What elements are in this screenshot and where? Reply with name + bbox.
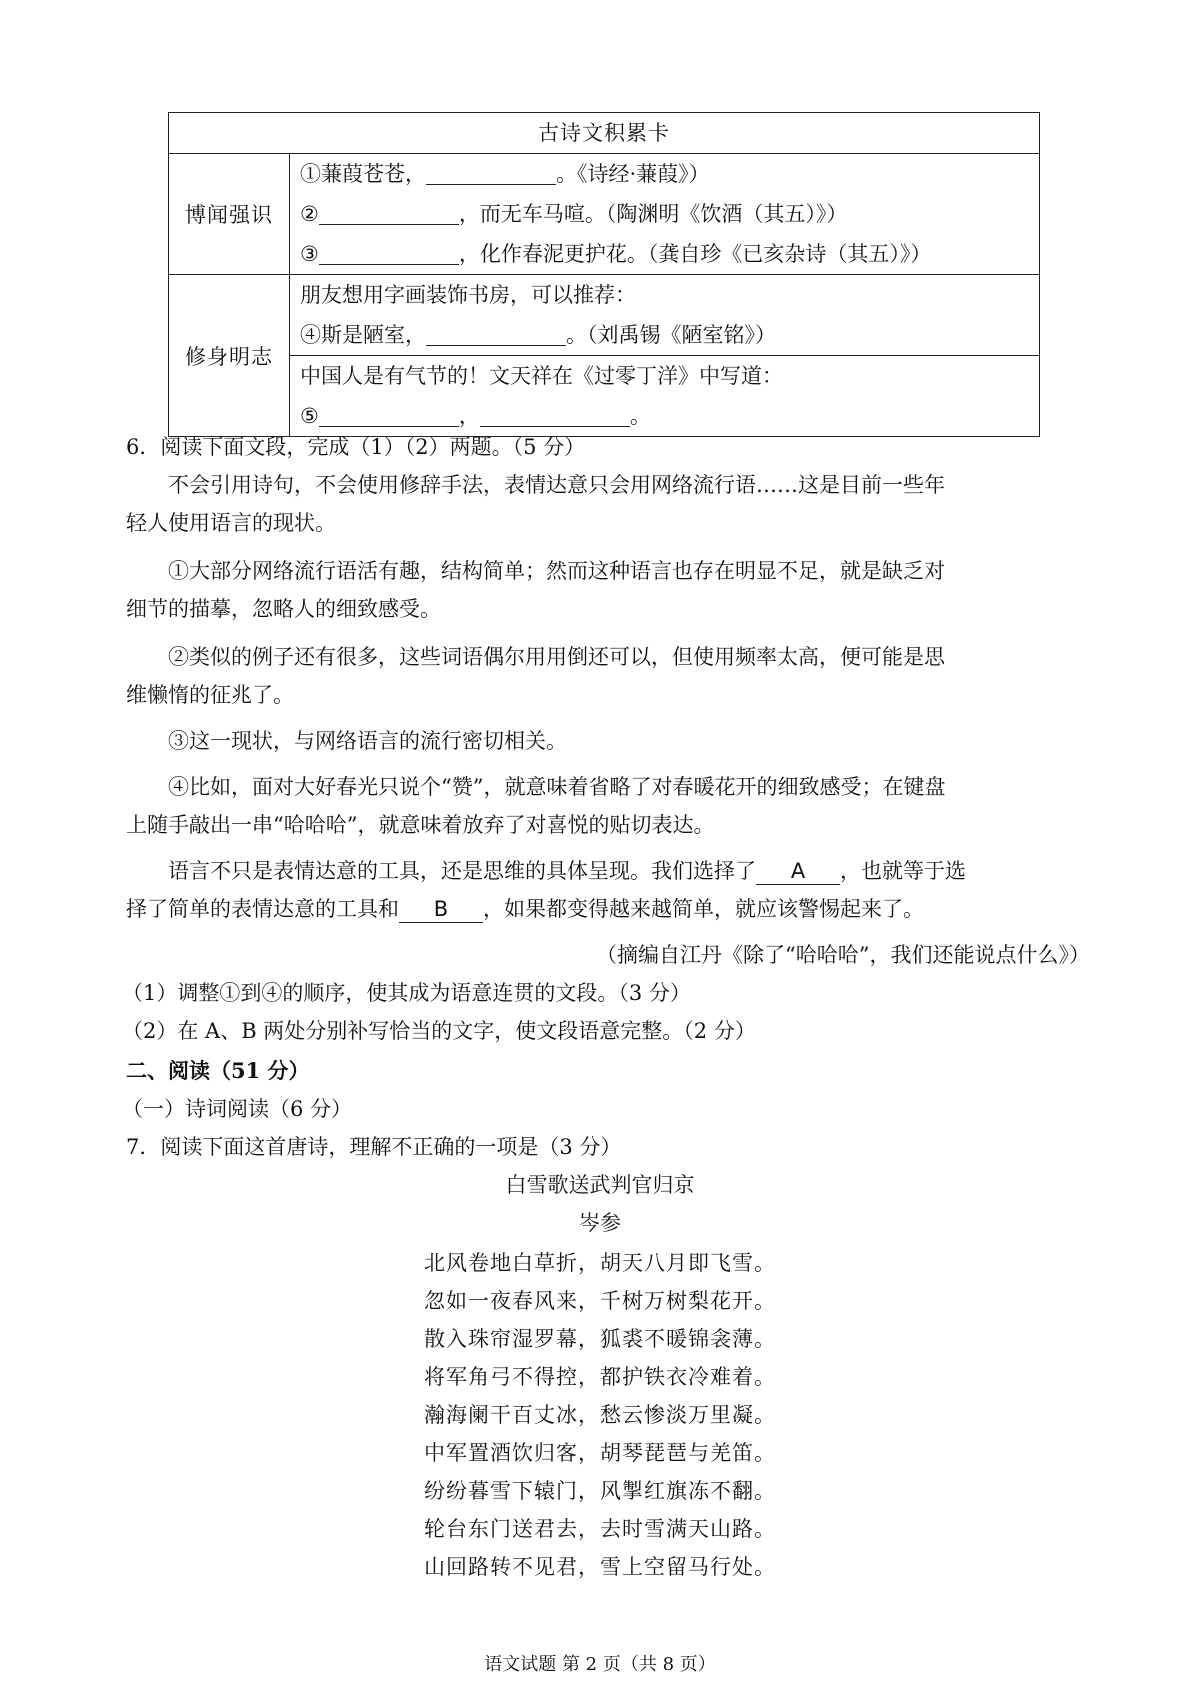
card-title: 古诗文积累卡 [169, 113, 1039, 154]
fill-line-2-suffix: ，而无车马喧。（陶渊明《饮酒（其五）》） [458, 202, 848, 226]
q6-sentence-4-line-2: 上随手敲出一串“哈哈哈”，就意味着放弃了对喜悦的贴切表达。 [126, 813, 715, 837]
fill-line-2 [290, 194, 1039, 234]
poetry-accumulation-card [168, 112, 1040, 437]
poem-line: 北风卷地白草折，胡天八月即飞雪。 [424, 1251, 776, 1275]
fill-line-4-suffix: 。（刘禹锡《陋室铭》） [566, 323, 776, 347]
q6-conclusion-line-2-tail: ，如果都变得越来越简单，就应该警惕起来了。 [483, 897, 924, 921]
answer-blank-4[interactable] [426, 321, 566, 346]
fill-line-5-comma: ， [458, 404, 480, 428]
fill-line-3-prefix: ③ [300, 242, 319, 266]
q6-source: （摘编自江丹《除了“哈哈哈”，我们还能说点什么》） [596, 943, 1090, 967]
fill-line-4 [290, 315, 1039, 355]
fill-line-1-suffix: 。《诗经·蒹葭》） [556, 162, 710, 186]
q6-sentence-2-line-2: 维懒惰的征兆了。 [126, 683, 294, 707]
q6-conclusion-line-2 [126, 890, 1086, 928]
fill-line-1 [290, 154, 1039, 194]
row-head-cultivation: 修身明志 [169, 275, 290, 436]
poem-author: 岑参 [579, 1211, 621, 1235]
poem-line: 轮台东门送君去，去时雪满天山路。 [424, 1517, 776, 1541]
row-head-knowledge: 博闻强识 [169, 154, 290, 274]
answer-blank-2[interactable] [319, 200, 459, 225]
poem-line: 纷纷暮雪下辕门，风掣红旗冻不翻。 [424, 1479, 776, 1503]
card-row-knowledge [169, 154, 1039, 275]
poem-line: 瀚海阑干百丈冰，愁云惨淡万里凝。 [424, 1403, 776, 1427]
blank-b[interactable]: B [399, 896, 483, 923]
fill-line-4-prefix: ④斯是陋室， [300, 323, 426, 347]
section-2-heading: 二、阅读（51 分） [126, 1058, 310, 1083]
q6-sentence-4-line-1: ④比如，面对大好春光只说个“赞”，就意味着省略了对春暖花开的细致感受；在键盘 [168, 775, 946, 799]
q6-sentence-2-line-1: ②类似的例子还有很多，这些词语偶尔用用倒还可以，但使用频率太高，便可能是思 [168, 645, 945, 669]
q6-sentence-1-line-1: ①大部分网络流行语活有趣，结构简单；然而这种语言也存在明显不足，就是缺乏对 [168, 559, 945, 583]
q7-heading: 7．阅读下面这首唐诗，理解不正确的一项是（3 分） [126, 1135, 622, 1159]
fill-line-2-prefix: ② [300, 202, 319, 226]
answer-blank-3[interactable] [319, 240, 459, 265]
q6-conclusion-line-1-tail: ，也就等于选 [840, 859, 966, 883]
poem-line: 散入珠帘湿罗幕，狐裘不暖锦衾薄。 [424, 1327, 776, 1351]
answer-blank-1[interactable] [426, 160, 556, 185]
q6-sentence-3: ③这一现状，与网络语言的流行密切相关。 [168, 729, 567, 753]
fill-line-1-prefix: ①蒹葭苍苍， [300, 162, 426, 186]
sub1-prompt: 朋友想用字画装饰书房，可以推荐： [300, 283, 636, 307]
sub2-prompt: 中国人是有气节的！文天祥在《过零丁洋》中写道： [300, 364, 783, 388]
row-body-cultivation [290, 275, 1039, 436]
q6-sentence-1-line-2: 细节的描摹，忽略人的细致感受。 [126, 597, 441, 621]
q6-subquestion-1: （1）调整①到④的顺序，使其成为语意连贯的文段。（3 分） [122, 981, 691, 1005]
poem-line: 忽如一夜春风来，千树万树梨花开。 [424, 1289, 776, 1313]
fill-line-3-suffix: ，化作春泥更护花。（龚自珍《已亥杂诗（其五）》） [458, 242, 932, 266]
q6-conclusion-line-2-text: 择了简单的表情达意的工具和 [126, 897, 399, 921]
fill-line-3 [290, 234, 1039, 274]
q6-intro-line-1: 不会引用诗句，不会使用修辞手法，表情达意只会用网络流行语……这是目前一些年 [168, 473, 945, 497]
q6-subquestion-2: （2）在 A、B 两处分别补写恰当的文字，使文段语意完整。（2 分） [122, 1019, 756, 1043]
poem-title: 白雪歌送武判官归京 [505, 1173, 695, 1197]
card-row-cultivation [169, 275, 1039, 436]
row-body-knowledge [290, 154, 1039, 274]
section-2-part-1: （一）诗词阅读（6 分） [122, 1097, 353, 1121]
answer-blank-5a[interactable] [319, 402, 459, 427]
q6-intro-line-2: 轻人使用语言的现状。 [126, 511, 336, 535]
page-footer: 语文试题 第 2 页（共 8 页） [484, 1654, 716, 1675]
blank-a[interactable]: A [756, 858, 840, 885]
poem-line: 山回路转不见君，雪上空留马行处。 [424, 1555, 776, 1579]
cultivation-sub-2 [290, 356, 1039, 436]
poem-line: 中军置酒饮归客，胡琴琵琶与羌笛。 [424, 1441, 776, 1465]
q6-conclusion-line-1-text: 语言不只是表情达意的工具，还是思维的具体呈现。我们选择了 [168, 859, 756, 883]
fill-line-5-suffix: 。 [629, 404, 651, 428]
answer-blank-5b[interactable] [480, 402, 630, 427]
fill-line-5-prefix: ⑤ [300, 404, 319, 428]
q6-conclusion-line-1 [126, 852, 1128, 890]
cultivation-sub-1 [290, 275, 1039, 356]
q6-heading: 6．阅读下面文段，完成（1）（2）两题。（5 分） [126, 435, 586, 459]
poem-line: 将军角弓不得控，都护铁衣冷难着。 [424, 1365, 776, 1389]
